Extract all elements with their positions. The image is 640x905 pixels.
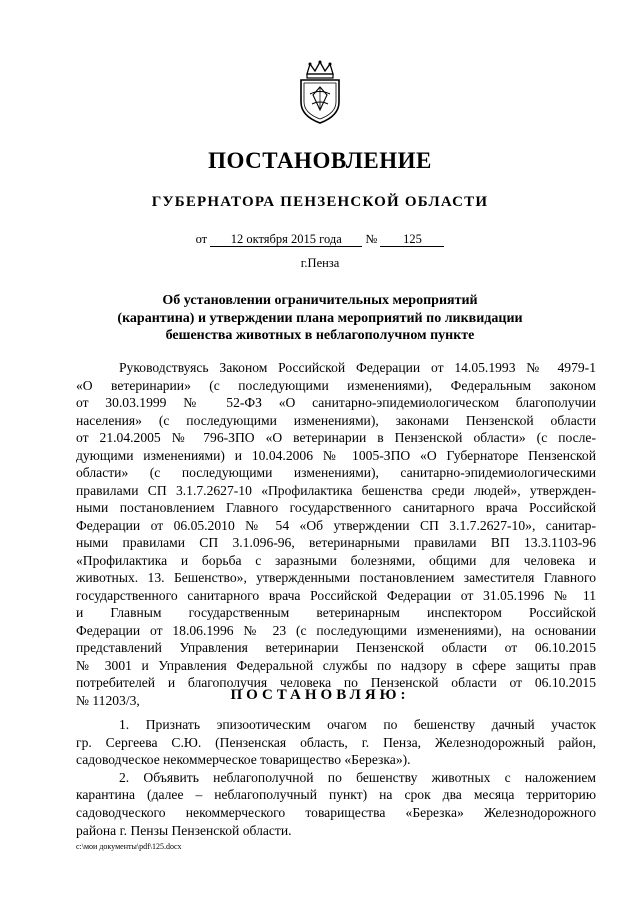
decree-word: ПОСТАНОВЛЯЮ: xyxy=(230,687,410,703)
preamble-line: и Главным государственным ветеринарным инспектором Российской xyxy=(76,605,596,620)
preamble-line: «О ветеринарии» (с последующими изменениями), Федеральным законом xyxy=(76,377,596,393)
preamble-line: № 11203/3, xyxy=(76,692,140,708)
footer-file-path: c:\мои документы\pdf\125.docx xyxy=(76,842,182,851)
date-prefix: от xyxy=(195,232,208,246)
preamble-line: правилами СП 3.1.7.2627-10 «Профилактика бешенства среди людей», утвержден- xyxy=(76,482,596,498)
item-line: карантина (далее – неблагополучный пункт) на срок два месяца территорию xyxy=(76,787,596,803)
preamble-line: животных. 13. Бешенство», утвержденными постановлением заместителя Главного xyxy=(76,570,596,585)
document-number: 125 xyxy=(380,232,444,247)
preamble-line: Федерации от 06.05.2010 № 54 «Об утверждении СП 3.1.7.2627-10», санитар- xyxy=(76,517,596,533)
preamble-line: государственного санитарного врача Российской Федерации от 31.05.1996 № 11 xyxy=(76,587,596,603)
number-sign: № xyxy=(365,232,378,246)
item-line: 1. Признать эпизоотическим очагом по бешенству дачный участок xyxy=(119,717,596,732)
decree-items xyxy=(76,716,596,839)
date-line xyxy=(0,232,640,247)
heading-line: бешенства животных в неблагополучном пункте xyxy=(165,328,475,343)
preamble-line: от 21.04.2005 № 796-ЗПО «О ветеринарии в Пензенской области» (с после- xyxy=(76,430,596,445)
item-line: 2. Объявить неблагополучной по бешенству животных с наложением xyxy=(119,769,596,785)
preamble-line: представлений Управления ветеринарии Пензенской области от 06.10.2015 xyxy=(76,640,596,655)
heading-line: (карантина) и утверждении плана мероприятий по ликвидации xyxy=(117,310,523,326)
item-line: садоводческого некоммерческого товарищества «Березка» Железнодорожного xyxy=(76,804,596,820)
preamble-line: Руководствуясь Законом Российской Федерации от 14.05.1993 № 4979-1 xyxy=(119,360,596,375)
preamble-line: потребителей и благополучия человека по Пензенской области от 06.10.2015 xyxy=(76,675,596,690)
document-city: г.Пенза xyxy=(300,256,340,270)
item-line: садоводческое некоммерческое товарищество «Березка»). xyxy=(76,752,411,768)
item-line: района г. Пензы Пензенской области. xyxy=(76,822,292,838)
preamble-line: дующими изменениями) и 10.04.2006 № 1005-ЗПО «О Губернаторе Пензенской xyxy=(76,447,596,463)
preamble-line: от 30.03.1999 № 52-ФЗ «О санитарно-эпидемиологическом благополучии xyxy=(76,395,596,410)
preamble-line: ными постановлением Главного государственного санитарного врача Российской xyxy=(76,500,596,515)
document-title: ПОСТАНОВЛЕНИЕ xyxy=(208,148,432,173)
document-heading xyxy=(110,292,530,345)
preamble-line: № 3001 и Управления Федеральной службы по надзору в сфере защиты прав xyxy=(76,657,596,673)
preamble-line: «Профилактика и борьба с заразными болезнями, общими для человека и xyxy=(76,552,596,568)
item-line: гр. Сергеева С.Ю. (Пензенская область, г. Пенза, Железнодорожный район, xyxy=(76,734,596,750)
document-subtitle: ГУБЕРНАТОРА ПЕНЗЕНСКОЙ ОБЛАСТИ xyxy=(151,194,489,210)
coat-of-arms-icon xyxy=(294,60,346,126)
preamble-line: области» (с последующими изменениями), санитарно-эпидемиологическими xyxy=(76,465,596,480)
heading-line: Об установлении ограничительных мероприятий xyxy=(162,293,478,308)
preamble xyxy=(76,359,596,709)
preamble-line: населения» (с последующими изменениями), законами Пензенской области xyxy=(76,412,596,428)
preamble-line: ными правилами СП 3.1.096-96, ветеринарными правилами ВП 13.3.1103-96 xyxy=(76,535,596,550)
document-date: 12 октября 2015 года xyxy=(210,232,362,247)
preamble-line: Федерации от 18.06.1996 № 23 (с последующими изменениями), на основании xyxy=(76,622,596,638)
